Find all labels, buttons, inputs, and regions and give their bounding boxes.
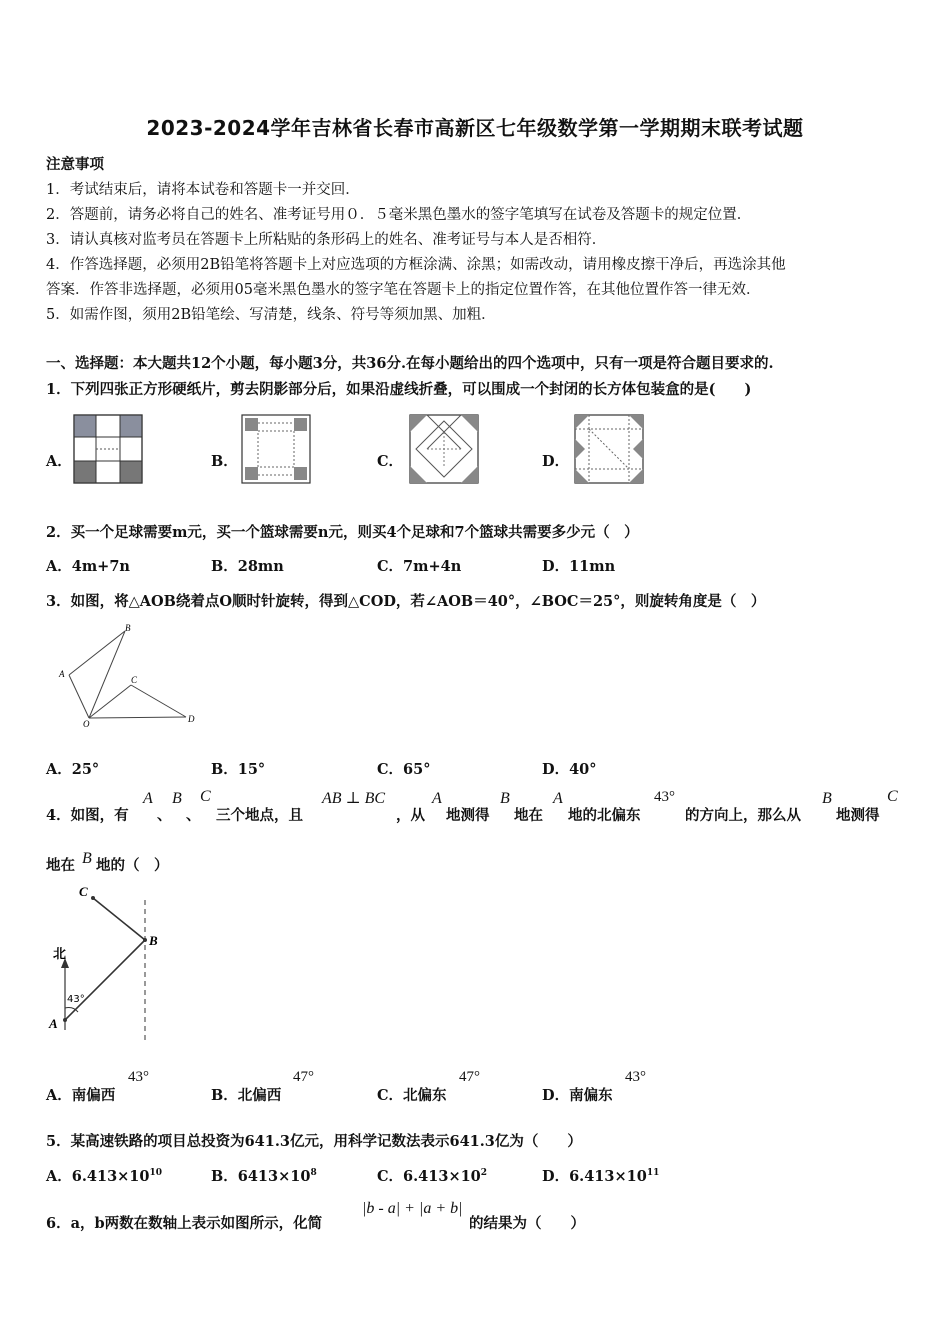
q4-fig-label-b: B: [149, 933, 158, 948]
q2-option-b[interactable]: B．28mn: [211, 558, 284, 575]
q5-option-a-base: A．6.413×10: [46, 1168, 150, 1185]
q4-var-b: B: [822, 790, 832, 807]
q4-fig-label-c: C: [79, 884, 88, 899]
q4-option-c[interactable]: [377, 1084, 447, 1105]
q5-option-c-base: C．6.413×10: [377, 1168, 481, 1185]
q2-option-a[interactable]: A．4m+7n: [46, 558, 130, 575]
question-1-stem: 1．下列四张正方形硬纸片，剪去阴影部分后，如果沿虚线折叠，可以围成一个封闭的长方体包装盒的是( ): [46, 381, 752, 398]
question-6-stem: 6．a，b两数在数轴上表示如图所示，化简: [46, 1215, 323, 1232]
note-item: 3．请认真核对监考员在答题卡上所粘贴的条形码上的姓名、准考证号与本人是否相符．: [46, 232, 607, 248]
q4-text: 的方向上，那么从: [685, 807, 801, 824]
q3-figure: [55, 620, 205, 730]
q4-option-b-label: B．北偏西: [211, 1087, 282, 1104]
q1-option-a[interactable]: A．: [46, 453, 72, 470]
q4-text: ，从: [396, 807, 425, 824]
note-item: 2．答题前，请务必将自己的姓名、准考证号用０．５毫米黑色墨水的签字笔填写在试卷及答题卡的规定位置．: [46, 207, 752, 223]
q5-option-b[interactable]: [211, 1165, 317, 1186]
q4-fig-label-angle: 43°: [67, 994, 85, 1005]
note-item: 4．作答选择题，必须用2B铅笔将答题卡上对应选项的方框涂满、涂黑；如需改动，请用橡皮擦干净后，再选涂其他: [46, 257, 786, 273]
q4-option-a-degree: 43°: [128, 1069, 149, 1085]
q4-option-b-degree: 47°: [293, 1069, 314, 1085]
q5-option-c[interactable]: [377, 1165, 487, 1186]
q4-perp-expr: AB ⊥ BC: [322, 790, 386, 807]
q4-option-c-degree: 47°: [459, 1069, 480, 1085]
q4-var-b: B: [172, 790, 182, 807]
q4-option-b[interactable]: [211, 1084, 281, 1105]
q4-text: 地的北偏东: [568, 807, 641, 824]
q4-option-d[interactable]: [542, 1084, 613, 1105]
notes-heading: 注意事项: [46, 156, 104, 173]
q1-option-c[interactable]: C．: [377, 453, 404, 470]
q4-option-d-label: D．南偏东: [542, 1087, 613, 1104]
q4-var-b: B: [82, 850, 92, 867]
section-heading: 一、选择题：本大题共12个小题，每小题3分，共36分.在每小题给出的四个选项中，只有一项是符合题目要求的.: [46, 355, 774, 372]
q4-option-a-label: A．南偏西: [46, 1087, 116, 1104]
page-title: 2023-2024学年吉林省长春市高新区七年级数学第一学期期末联考试题: [146, 116, 804, 140]
q1-figure-c: [410, 415, 478, 483]
q1-figure-a: [74, 415, 142, 483]
q2-option-d[interactable]: D．11mn: [542, 558, 616, 575]
q4-text: 地在: [514, 807, 543, 824]
q4-text: 、: [186, 807, 201, 824]
q4-text: 4．如图，有: [46, 807, 129, 824]
q5-option-c-exp: 2: [480, 1168, 488, 1179]
q3-option-b[interactable]: B．15°: [211, 761, 266, 778]
q4-var-a: A: [553, 790, 563, 807]
q4-option-d-degree: 43°: [625, 1069, 646, 1085]
q4-option-a[interactable]: [46, 1084, 115, 1105]
q5-option-b-exp: 8: [310, 1168, 317, 1179]
note-item: 1．考试结束后，请将本试卷和答题卡一并交回．: [46, 182, 360, 198]
q4-text: 地的（ ）: [96, 857, 169, 874]
q3-label-a: A: [59, 669, 65, 679]
q1-figure-b: [242, 415, 310, 483]
question-3-stem: 3．如图，将△AOB绕着点O顺时针旋转，得到△COD，若∠AOB＝40°，∠BOC＝25°，则旋转角度是（ ）: [46, 593, 766, 610]
q4-fig-label-north: 北: [53, 947, 67, 962]
q4-angle: 43°: [654, 789, 675, 805]
q4-var-a: A: [432, 790, 442, 807]
q6-text: 的结果为（ ）: [469, 1215, 585, 1232]
note-item: 答案．作答非选择题，必须用05毫米黑色墨水的签字笔在答题卡上的指定位置作答，在其他位置作答一律无效．: [46, 282, 761, 298]
q4-text: 地测得: [446, 807, 490, 824]
q4-text: 三个地点，且: [216, 807, 303, 824]
q5-option-a-exp: 10: [149, 1168, 163, 1179]
q4-var-a: A: [143, 790, 153, 807]
q4-var-b: B: [500, 790, 510, 807]
q4-text: 地在: [46, 857, 75, 874]
q5-option-b-base: B．6413×10: [211, 1168, 311, 1185]
q4-fig-label-a: A: [49, 1016, 58, 1031]
q6-expression: |b - a| + |a + b|: [362, 1200, 463, 1217]
q3-option-d[interactable]: D．40°: [542, 761, 597, 778]
q3-option-c[interactable]: C．65°: [377, 761, 431, 778]
q1-option-b[interactable]: B．: [211, 453, 238, 470]
q5-option-a[interactable]: [46, 1165, 162, 1186]
q5-option-d-base: D．6.413×10: [542, 1168, 647, 1185]
q5-option-d-exp: 11: [646, 1168, 660, 1179]
q1-option-d[interactable]: D．: [542, 453, 570, 470]
q4-figure: [45, 880, 165, 1045]
question-2-stem: 2．买一个足球需要m元，买一个篮球需要n元，则买4个足球和7个篮球共需要多少元（ ）: [46, 524, 639, 541]
note-item: 5．如需作图，须用2B铅笔绘、写清楚，线条、符号等须加黑、加粗．: [46, 307, 496, 323]
q5-option-d[interactable]: [542, 1165, 659, 1186]
q3-label-d: D: [188, 714, 195, 724]
q3-label-b: B: [125, 623, 131, 633]
question-5-stem: 5．某高速铁路的项目总投资为641.3亿元，用科学记数法表示641.3亿为（ ）: [46, 1133, 582, 1150]
q4-var-c: C: [200, 788, 211, 805]
q1-figure-d: [575, 415, 643, 483]
q4-var-c: C: [887, 788, 898, 805]
q3-option-a[interactable]: A．25°: [46, 761, 100, 778]
q4-option-c-label: C．北偏东: [377, 1087, 447, 1104]
q4-text: 、: [157, 807, 172, 824]
q3-label-c: C: [131, 675, 138, 685]
q2-option-c[interactable]: C．7m+4n: [377, 558, 462, 575]
q3-label-o: O: [83, 719, 90, 729]
q4-text: 地测得: [836, 807, 880, 824]
